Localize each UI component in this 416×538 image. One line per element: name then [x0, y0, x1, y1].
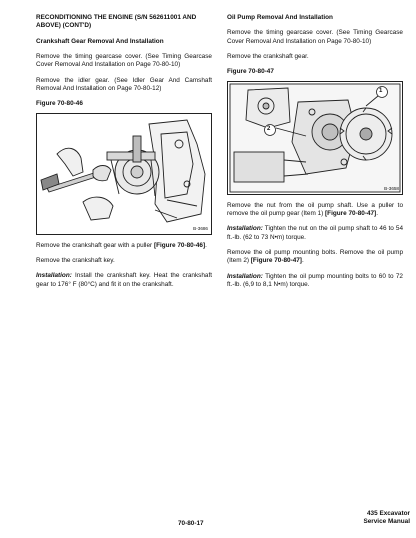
paragraph-remove-crankshaft-gear: Remove the crankshaft gear with a puller [Figure 70-80-46]. — [36, 241, 207, 249]
paragraph-remove-oil-pump: Remove the oil pump mounting bolts. Remove the oil pump (Item 2) [Figure 70-80-47]. — [227, 248, 403, 265]
figure-label-70-80-47: Figure 70-80-47 — [227, 68, 274, 76]
footer-title — [346, 510, 410, 527]
paragraph-remove-oil-pump-nut: Remove the nut from the oil pump shaft. Use a puller to remove the oil pump gear (Item 1) [Figure 70-80-47]. — [227, 201, 403, 217]
right-column — [227, 14, 403, 289]
figure-code: B-3686 — [193, 225, 208, 231]
section-heading: RECONDITIONING THE ENGINE (S/N 562611001 AND ABOVE) (CONT'D) — [36, 14, 197, 30]
paragraph-remove-crankshaft-key: Remove the crankshaft key. — [36, 256, 115, 264]
figure-70-80-47 — [227, 81, 403, 195]
callout-1: 1 — [379, 87, 383, 94]
footer-manual: Service Manual — [363, 518, 410, 526]
figure-reference: [Figure 70-80-47] — [325, 209, 377, 217]
callout-2: 2 — [267, 125, 271, 132]
paragraph-installation-crankshaft: Installation: Install the crankshaft key. Heat the crankshaft gear to 176° F (80°C) and fit it on the crankshaft. — [36, 272, 212, 288]
paragraph-remove-gearcase-cover: Remove the timing gearcase cover. (See Timing Gearcase Cover Removal And Installation on Page 70-80-10) — [227, 29, 403, 45]
figure-reference: [Figure 70-80-46] — [153, 241, 206, 249]
oil-pump-illustration — [228, 82, 402, 194]
left-column — [36, 14, 212, 289]
figure-label-70-80-46: Figure 70-80-46 — [36, 100, 83, 108]
installation-label: Installation: — [227, 272, 263, 280]
paragraph-remove-gearcase-cover: Remove the timing gearcase cover. (See Timing Gearcase Cover Removal And Installation on Page 70-80-10) — [36, 52, 212, 69]
installation-label: Installation: — [227, 225, 263, 233]
figure-reference: [Figure 70-80-47] — [250, 257, 302, 265]
figure-70-80-46 — [36, 113, 212, 235]
footer-model: 435 Excavator — [367, 510, 410, 517]
heading-oil-pump: Oil Pump Removal And Installation — [227, 14, 333, 21]
figure-code: B-3658 — [384, 185, 399, 191]
paragraph-installation-bolt-torque: Installation: Tighten the oil pump mounting bolts to 60 to 72 ft.-lb. (6,9 to 8,1 N•m) torque. — [227, 272, 403, 288]
crankshaft-gear-puller-illustration — [37, 114, 211, 234]
page-number: 70-80-17 — [178, 520, 204, 527]
paragraph-remove-idler-gear: Remove the idler gear. (See Idler Gear And Camshaft Removal And Installation on Page 70-80-12) — [36, 76, 212, 92]
paragraph-remove-crankshaft-gear: Remove the crankshaft gear. — [227, 52, 309, 60]
paragraph-installation-nut-torque: Installation: Tighten the nut on the oil pump shaft to 46 to 54 ft.-lb. (62 to 73 N•m) torque. — [227, 225, 403, 241]
subheading-crankshaft-gear: Crankshaft Gear Removal And Installation — [36, 37, 164, 45]
installation-label: Installation: — [36, 272, 72, 280]
